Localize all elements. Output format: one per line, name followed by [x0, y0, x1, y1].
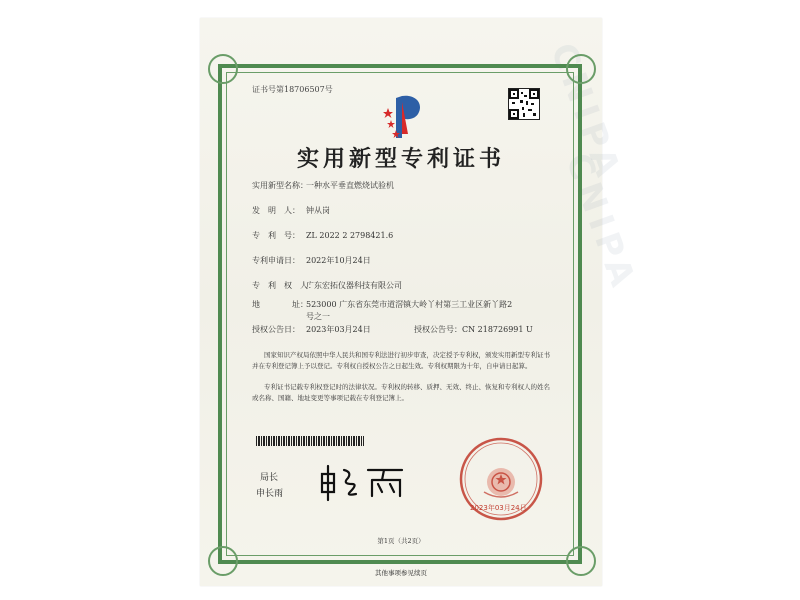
barcode — [256, 436, 364, 446]
field-utility-model-name — [252, 180, 394, 191]
cnipa-logo — [382, 90, 426, 140]
field-value: 钟从岗 — [306, 206, 330, 215]
field-label: 专 利 权 人： — [252, 281, 316, 290]
director-title: 局长 — [260, 473, 279, 483]
field-grant-number — [414, 324, 533, 335]
field-patentee — [252, 280, 402, 291]
legal-notice: 专利证书记载专利权登记时的法律状况。专利权的转移、质押、无效、终止、恢复和专利权人的姓名或名称、国籍、地址变更等事项记载在专利登记簿上。 — [252, 383, 550, 402]
field-label: 授权公告日： — [252, 325, 300, 334]
page-number: 第1页（共2页） — [377, 537, 425, 545]
field-application-date — [252, 255, 371, 266]
certificate-number: 证书号第18706507号 — [252, 85, 333, 94]
field-inventor — [252, 205, 330, 216]
corner-ornament — [208, 54, 238, 84]
field-value: 2022年10月24日 — [306, 256, 371, 265]
certificate-title: 实用新型专利证书 — [296, 146, 505, 172]
field-label: 授权公告号： — [414, 325, 462, 334]
field-address-continued — [252, 311, 330, 322]
field-value: ZL 2022 2 2798421.6 — [306, 231, 394, 240]
seal-date: 2023年03月24日 — [470, 504, 527, 512]
field-patent-number — [252, 230, 393, 241]
continuation-note: 其他事项参见续页 — [375, 569, 427, 577]
field-value: 一种水平垂直燃烧试验机 — [306, 181, 394, 190]
field-label: 发 明 人： — [252, 206, 300, 215]
field-label: 地 址： — [252, 300, 308, 309]
director-name: 申长雨 — [256, 489, 284, 499]
certificate-page — [200, 18, 645, 586]
field-address — [252, 299, 512, 310]
field-label: 专 利 号： — [252, 231, 300, 240]
field-value: 号之一 — [306, 312, 330, 321]
field-value: 2023年03月24日 — [306, 325, 371, 334]
watermark: CNIPA — [542, 38, 630, 188]
watermark: CNIPA — [557, 148, 645, 298]
field-label: 专利申请日： — [252, 256, 300, 265]
grant-statement: 国家知识产权局依照中华人民共和国专利法进行初步审查，决定授予专利权，颁发实用新型专利证书并在专利登记簿上予以登记。专利权自授权公告之日起生效。专利权期限为十年，自申请日起算。 — [252, 351, 550, 370]
corner-ornament — [566, 54, 596, 84]
field-value: 广东宏拓仪器科技有限公司 — [306, 281, 402, 290]
handwritten-signature — [316, 462, 412, 502]
field-value: 523000 广东省东莞市道滘镇大岭丫村第三工业区新丫路2 — [306, 300, 513, 309]
qr-code — [508, 88, 540, 120]
field-grant-date — [252, 324, 371, 335]
field-label: 实用新型名称： — [252, 181, 308, 190]
field-value: CN 218726991 U — [462, 325, 533, 334]
